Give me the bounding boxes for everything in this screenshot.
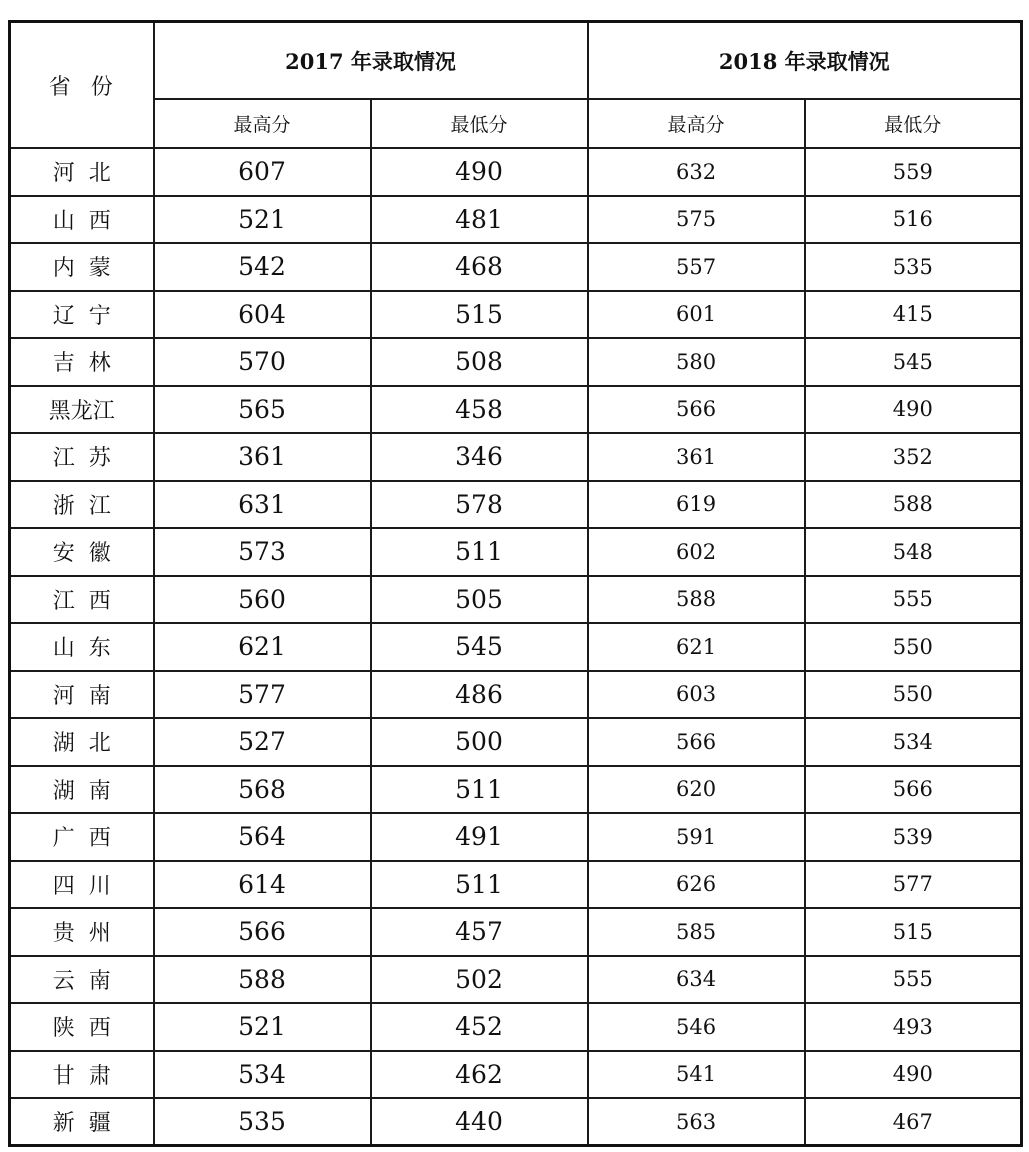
score-2017-min-cell: 515	[371, 291, 588, 339]
score-2018-min-cell: 490	[805, 386, 1022, 434]
province-cell: 甘 肃	[10, 1051, 154, 1099]
score-2018-min-cell: 566	[805, 766, 1022, 814]
table-body	[10, 148, 1022, 1146]
score-2017-max-cell: 564	[154, 813, 371, 861]
score-2018-min-cell: 490	[805, 1051, 1022, 1099]
province-cell: 新 疆	[10, 1098, 154, 1146]
province-cell: 山 东	[10, 623, 154, 671]
score-2018-min-cell: 550	[805, 623, 1022, 671]
score-2017-max-cell: 521	[154, 1003, 371, 1051]
table-row	[10, 386, 1022, 434]
score-2018-min-cell: 577	[805, 861, 1022, 909]
score-2017-max-cell: 534	[154, 1051, 371, 1099]
score-2018-max-cell: 566	[588, 386, 805, 434]
score-2017-min-cell: 468	[371, 243, 588, 291]
score-2018-max-cell: 601	[588, 291, 805, 339]
score-2018-min-cell: 467	[805, 1098, 1022, 1146]
score-2018-max-cell: 563	[588, 1098, 805, 1146]
header-province: 省 份	[10, 22, 154, 149]
province-cell: 江 西	[10, 576, 154, 624]
score-2018-min-cell: 548	[805, 528, 1022, 576]
province-cell: 辽 宁	[10, 291, 154, 339]
province-cell: 山 西	[10, 196, 154, 244]
score-2018-min-cell: 415	[805, 291, 1022, 339]
score-2018-min-cell: 555	[805, 956, 1022, 1004]
score-2017-max-cell: 631	[154, 481, 371, 529]
province-cell: 安 徽	[10, 528, 154, 576]
score-2018-min-cell: 545	[805, 338, 1022, 386]
score-2018-min-cell: 516	[805, 196, 1022, 244]
score-2017-min-cell: 500	[371, 718, 588, 766]
province-cell: 黑龙江	[10, 386, 154, 434]
province-cell: 广 西	[10, 813, 154, 861]
province-cell: 陕 西	[10, 1003, 154, 1051]
province-cell: 浙 江	[10, 481, 154, 529]
province-cell: 吉 林	[10, 338, 154, 386]
score-2018-max-cell: 541	[588, 1051, 805, 1099]
table-row	[10, 148, 1022, 196]
score-2017-max-cell: 614	[154, 861, 371, 909]
table-row	[10, 291, 1022, 339]
header-2017-max: 最高分	[154, 99, 371, 148]
score-2018-max-cell: 361	[588, 433, 805, 481]
score-2017-max-cell: 560	[154, 576, 371, 624]
score-2017-min-cell: 505	[371, 576, 588, 624]
province-cell: 江 苏	[10, 433, 154, 481]
table-row	[10, 718, 1022, 766]
score-2017-max-cell: 621	[154, 623, 371, 671]
province-cell: 河 北	[10, 148, 154, 196]
score-2018-max-cell: 585	[588, 908, 805, 956]
table-row	[10, 671, 1022, 719]
province-cell: 河 南	[10, 671, 154, 719]
score-2017-min-cell: 490	[371, 148, 588, 196]
score-2017-max-cell: 542	[154, 243, 371, 291]
table-row	[10, 1003, 1022, 1051]
table-row	[10, 766, 1022, 814]
score-2018-max-cell: 619	[588, 481, 805, 529]
score-2018-max-cell: 580	[588, 338, 805, 386]
score-2018-min-cell: 535	[805, 243, 1022, 291]
score-2017-min-cell: 457	[371, 908, 588, 956]
score-2018-min-cell: 550	[805, 671, 1022, 719]
score-2017-min-cell: 458	[371, 386, 588, 434]
score-2017-max-cell: 570	[154, 338, 371, 386]
table-row	[10, 528, 1022, 576]
province-cell: 内 蒙	[10, 243, 154, 291]
score-2017-min-cell: 578	[371, 481, 588, 529]
score-2017-max-cell: 361	[154, 433, 371, 481]
header-2018-min: 最低分	[805, 99, 1022, 148]
province-cell: 云 南	[10, 956, 154, 1004]
score-2017-max-cell: 577	[154, 671, 371, 719]
score-2018-max-cell: 546	[588, 1003, 805, 1051]
score-2017-min-cell: 511	[371, 861, 588, 909]
score-2017-max-cell: 535	[154, 1098, 371, 1146]
score-2018-max-cell: 602	[588, 528, 805, 576]
header-2018-max: 最高分	[588, 99, 805, 148]
score-2017-min-cell: 511	[371, 766, 588, 814]
table-header	[10, 22, 1022, 149]
table-row	[10, 1098, 1022, 1146]
score-2018-min-cell: 352	[805, 433, 1022, 481]
score-2017-min-cell: 462	[371, 1051, 588, 1099]
header-row-sub	[10, 99, 1022, 148]
score-2017-max-cell: 566	[154, 908, 371, 956]
score-2017-max-cell: 527	[154, 718, 371, 766]
score-2017-min-cell: 508	[371, 338, 588, 386]
score-2018-max-cell: 626	[588, 861, 805, 909]
score-2017-min-cell: 502	[371, 956, 588, 1004]
score-2018-min-cell: 555	[805, 576, 1022, 624]
score-2017-min-cell: 481	[371, 196, 588, 244]
table-row	[10, 623, 1022, 671]
province-cell: 湖 北	[10, 718, 154, 766]
score-2017-max-cell: 604	[154, 291, 371, 339]
table-row	[10, 861, 1022, 909]
score-2017-min-cell: 545	[371, 623, 588, 671]
score-2018-max-cell: 566	[588, 718, 805, 766]
admission-table-container	[8, 20, 1023, 1147]
score-2017-max-cell: 568	[154, 766, 371, 814]
header-row-years	[10, 22, 1022, 100]
table-row	[10, 196, 1022, 244]
score-2018-min-cell: 559	[805, 148, 1022, 196]
province-cell: 四 川	[10, 861, 154, 909]
score-2018-max-cell: 621	[588, 623, 805, 671]
table-row	[10, 433, 1022, 481]
admission-score-table	[8, 20, 1023, 1147]
province-cell: 贵 州	[10, 908, 154, 956]
score-2018-max-cell: 634	[588, 956, 805, 1004]
score-2018-max-cell: 632	[588, 148, 805, 196]
score-2018-max-cell: 591	[588, 813, 805, 861]
header-2018: 2018 年录取情况	[588, 22, 1022, 100]
table-row	[10, 243, 1022, 291]
score-2018-min-cell: 534	[805, 718, 1022, 766]
score-2017-max-cell: 565	[154, 386, 371, 434]
score-2017-max-cell: 588	[154, 956, 371, 1004]
score-2017-min-cell: 452	[371, 1003, 588, 1051]
table-row	[10, 481, 1022, 529]
table-row	[10, 908, 1022, 956]
score-2017-max-cell: 521	[154, 196, 371, 244]
table-row	[10, 1051, 1022, 1099]
header-2017: 2017 年录取情况	[154, 22, 588, 100]
score-2018-max-cell: 603	[588, 671, 805, 719]
score-2017-min-cell: 486	[371, 671, 588, 719]
score-2018-min-cell: 493	[805, 1003, 1022, 1051]
table-row	[10, 813, 1022, 861]
table-row	[10, 956, 1022, 1004]
score-2018-max-cell: 575	[588, 196, 805, 244]
score-2017-min-cell: 511	[371, 528, 588, 576]
table-row	[10, 338, 1022, 386]
score-2017-max-cell: 573	[154, 528, 371, 576]
score-2018-min-cell: 588	[805, 481, 1022, 529]
table-row	[10, 576, 1022, 624]
score-2018-max-cell: 588	[588, 576, 805, 624]
score-2017-min-cell: 491	[371, 813, 588, 861]
province-cell: 湖 南	[10, 766, 154, 814]
score-2017-min-cell: 440	[371, 1098, 588, 1146]
score-2017-min-cell: 346	[371, 433, 588, 481]
header-2017-min: 最低分	[371, 99, 588, 148]
score-2018-min-cell: 515	[805, 908, 1022, 956]
score-2018-max-cell: 620	[588, 766, 805, 814]
score-2017-max-cell: 607	[154, 148, 371, 196]
score-2018-max-cell: 557	[588, 243, 805, 291]
score-2018-min-cell: 539	[805, 813, 1022, 861]
